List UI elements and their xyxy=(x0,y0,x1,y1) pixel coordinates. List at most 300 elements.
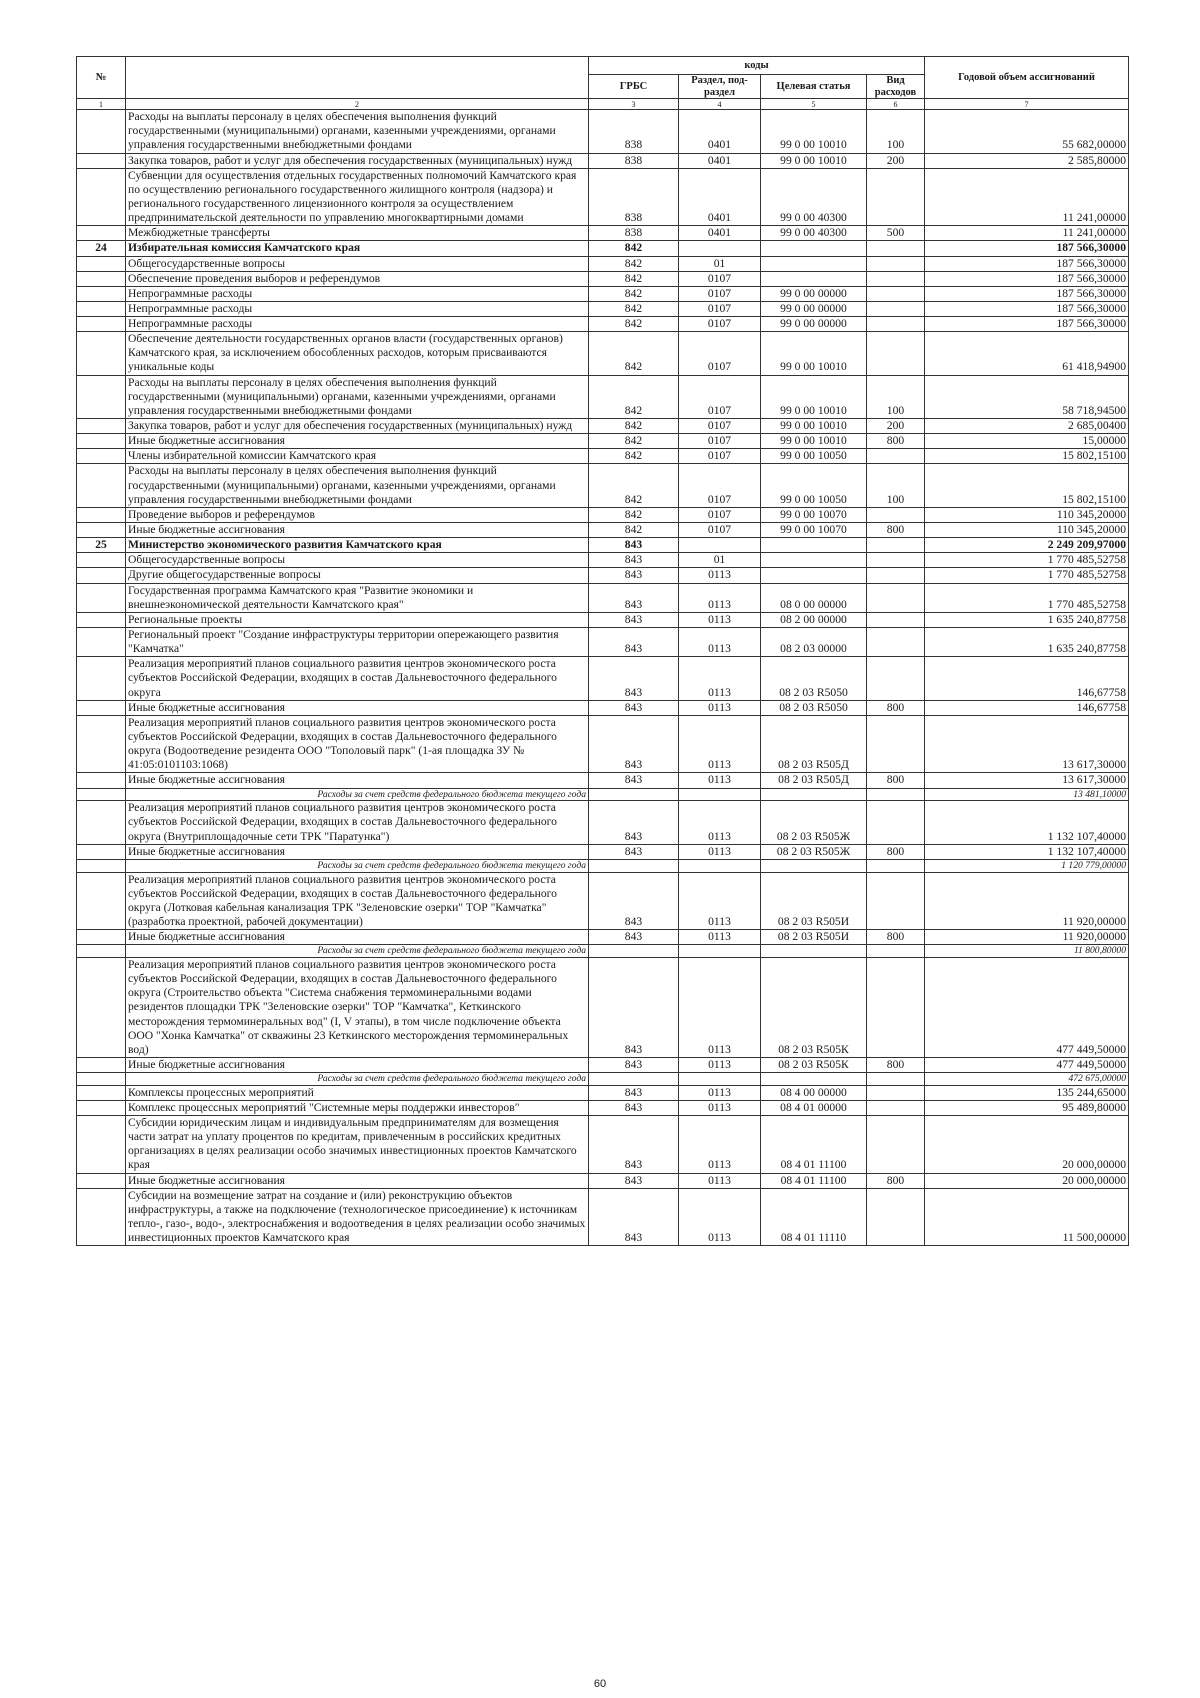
cell-section: 0107 xyxy=(679,507,761,522)
cell-section: 0113 xyxy=(679,568,761,583)
cell-number xyxy=(77,788,126,801)
cell-grbs: 842 xyxy=(589,286,679,301)
cell-number xyxy=(77,1100,126,1115)
cell-grbs: 843 xyxy=(589,801,679,844)
table-row xyxy=(77,568,1129,583)
cell-grbs: 843 xyxy=(589,538,679,553)
cell-section xyxy=(679,538,761,553)
cell-grbs: 843 xyxy=(589,872,679,930)
table-row xyxy=(77,419,1129,434)
cell-description: Расходы на выплаты персоналу в целях обеспечения выполнения функций государственными (муниципальными) органами, казенными учреждениями, органами управления государственными внебюджетными фондами xyxy=(126,375,589,418)
table-row xyxy=(77,153,1129,168)
table-row xyxy=(77,375,1129,418)
cell-target xyxy=(761,553,867,568)
cell-section: 0401 xyxy=(679,153,761,168)
cell-amount: 15,00000 xyxy=(925,434,1129,449)
cell-kind xyxy=(867,715,925,773)
cell-amount: 15 802,15100 xyxy=(925,464,1129,507)
cell-amount: 55 682,00000 xyxy=(925,110,1129,153)
cell-description: Иные бюджетные ассигнования xyxy=(126,434,589,449)
cell-grbs: 842 xyxy=(589,256,679,271)
cell-amount: 146,67758 xyxy=(925,657,1129,700)
cell-target: 08 2 03 R505К xyxy=(761,1057,867,1072)
cell-grbs: 843 xyxy=(589,553,679,568)
cell-section: 0113 xyxy=(679,628,761,657)
cell-target: 08 2 03 R505Ж xyxy=(761,844,867,859)
cell-kind: 800 xyxy=(867,523,925,538)
cell-target: 08 4 00 00000 xyxy=(761,1085,867,1100)
table-row xyxy=(77,449,1129,464)
cell-section: 0107 xyxy=(679,332,761,375)
cell-number xyxy=(77,110,126,153)
header-section: Раздел, под-раздел xyxy=(679,75,761,99)
cell-description: Комплекс процессных мероприятий "Системные меры поддержки инвесторов" xyxy=(126,1100,589,1115)
cell-section: 0113 xyxy=(679,872,761,930)
header-num: № xyxy=(77,57,126,99)
cell-target xyxy=(761,271,867,286)
cell-description: Реализация мероприятий планов социального развития центров экономического роста субъектов Российской Федерации, входящих в состав Дальневосточного федерального округа (Строительство объекта "Система снабжения термоминеральными водами резидентов площадки ТРК "Зеленовские озерки" ТОР "Камчатка", Кеткинского месторождения термоминеральных вод" (I, V этапы), в том числе подключение объекта ООО "Хонка Камчатка" от скважины 23 Кеткинского месторождения термоминеральных вод) xyxy=(126,957,589,1057)
cell-grbs: 843 xyxy=(589,700,679,715)
cell-kind xyxy=(867,449,925,464)
cell-kind xyxy=(867,271,925,286)
cell-kind: 800 xyxy=(867,1173,925,1188)
cell-section: 0113 xyxy=(679,801,761,844)
cell-grbs: 843 xyxy=(589,1188,679,1246)
cell-grbs xyxy=(589,1073,679,1086)
cell-description: Реализация мероприятий планов социального развития центров экономического роста субъектов Российской Федерации, входящих в состав Дальневосточного федерального округа (Лотковая кабельная канализация ТРК "Зеленовские озерки" ТОР "Камчатка" (разработка проектной, рабочей документации) xyxy=(126,872,589,930)
cell-kind xyxy=(867,957,925,1057)
cell-description: Государственная программа Камчатского края "Развитие экономики и внешнеэкономической деятельности Камчатского края" xyxy=(126,583,589,612)
cell-grbs: 838 xyxy=(589,153,679,168)
cell-number xyxy=(77,583,126,612)
cell-number xyxy=(77,844,126,859)
table-row xyxy=(77,523,1129,538)
table-row xyxy=(77,1188,1129,1246)
cell-number xyxy=(77,930,126,945)
cell-number xyxy=(77,872,126,930)
cell-number xyxy=(77,628,126,657)
cell-grbs xyxy=(589,945,679,958)
cell-kind xyxy=(867,168,925,226)
cell-description: Субсидии на возмещение затрат на создание и (или) реконструкцию объектов инфраструктуры, а также на подключение (технологическое присоединение) к источникам тепло-, газо-, водо-, электроснабжения и водоотведения в целях реализации особо значимых инвестиционных проектов Камчатского края xyxy=(126,1188,589,1246)
cell-section: 0107 xyxy=(679,286,761,301)
cell-grbs xyxy=(589,859,679,872)
cell-description: Непрограммные расходы xyxy=(126,301,589,316)
cell-target xyxy=(761,568,867,583)
cell-kind: 800 xyxy=(867,930,925,945)
cell-grbs: 842 xyxy=(589,317,679,332)
cell-kind xyxy=(867,945,925,958)
table-row xyxy=(77,844,1129,859)
cell-description: Непрограммные расходы xyxy=(126,286,589,301)
cell-number xyxy=(77,286,126,301)
table-row xyxy=(77,801,1129,844)
cell-description: Закупка товаров, работ и услуг для обеспечения государственных (муниципальных) нужд xyxy=(126,153,589,168)
cell-kind xyxy=(867,1085,925,1100)
header-description xyxy=(126,57,589,99)
cell-number xyxy=(77,226,126,241)
cell-number xyxy=(77,1173,126,1188)
cell-number xyxy=(77,317,126,332)
cell-description: Иные бюджетные ассигнования xyxy=(126,1173,589,1188)
cell-description: Общегосударственные вопросы xyxy=(126,256,589,271)
table-row xyxy=(77,773,1129,788)
cell-number xyxy=(77,700,126,715)
cell-description: Непрограммные расходы xyxy=(126,317,589,332)
table-row xyxy=(77,241,1129,256)
cell-grbs: 842 xyxy=(589,241,679,256)
cell-grbs: 843 xyxy=(589,773,679,788)
cell-description: Субсидии юридическим лицам и индивидуальным предпринимателям для возмещения части затрат на уплату процентов по кредитам, привлеченным в российских кредитных организациях в целях реализации особо значимых инвестиционных проектов Камчатского края xyxy=(126,1116,589,1174)
table-row xyxy=(77,657,1129,700)
budget-table xyxy=(76,56,1129,1246)
cell-amount: 1 770 485,52758 xyxy=(925,583,1129,612)
cell-section: 01 xyxy=(679,256,761,271)
cell-section: 0107 xyxy=(679,301,761,316)
cell-description: Общегосударственные вопросы xyxy=(126,553,589,568)
cell-amount: 13 617,30000 xyxy=(925,715,1129,773)
cell-description: Другие общегосударственные вопросы xyxy=(126,568,589,583)
cell-number xyxy=(77,523,126,538)
cell-target xyxy=(761,538,867,553)
cell-number xyxy=(77,434,126,449)
cell-number xyxy=(77,859,126,872)
cell-section: 0113 xyxy=(679,773,761,788)
table-row xyxy=(77,957,1129,1057)
table-row xyxy=(77,301,1129,316)
cell-kind xyxy=(867,859,925,872)
table-row xyxy=(77,930,1129,945)
cell-grbs: 842 xyxy=(589,332,679,375)
cell-section: 0113 xyxy=(679,1116,761,1174)
cell-description: Субвенции для осуществления отдельных государственных полномочий Камчатского края по осуществлению регионального государственного жилищного контроля (надзора) и регионального государственного лицензионного контроля за осуществлением предпринимательской деятельности по управлению многоквартирными домами xyxy=(126,168,589,226)
cell-number xyxy=(77,1116,126,1174)
cell-kind xyxy=(867,628,925,657)
table-row xyxy=(77,317,1129,332)
cell-amount: 477 449,50000 xyxy=(925,1057,1129,1072)
cell-section: 0113 xyxy=(679,957,761,1057)
cell-kind: 800 xyxy=(867,1057,925,1072)
cell-amount: 1 770 485,52758 xyxy=(925,568,1129,583)
cell-grbs: 842 xyxy=(589,301,679,316)
cell-target: 08 0 00 00000 xyxy=(761,583,867,612)
cell-section: 0113 xyxy=(679,657,761,700)
page-number: 60 xyxy=(593,1678,607,1690)
cell-amount: 187 566,30000 xyxy=(925,317,1129,332)
cell-number xyxy=(77,271,126,286)
cell-grbs: 838 xyxy=(589,110,679,153)
cell-number: 24 xyxy=(77,241,126,256)
cell-kind xyxy=(867,583,925,612)
header-codes: коды xyxy=(589,57,925,75)
cell-target: 08 2 03 R5050 xyxy=(761,657,867,700)
cell-section: 0113 xyxy=(679,844,761,859)
cell-kind xyxy=(867,1100,925,1115)
cell-grbs: 843 xyxy=(589,568,679,583)
cell-grbs: 842 xyxy=(589,434,679,449)
cell-description: Региональные проекты xyxy=(126,612,589,627)
cell-kind: 800 xyxy=(867,773,925,788)
cell-amount: 1 635 240,87758 xyxy=(925,612,1129,627)
table-row xyxy=(77,612,1129,627)
cell-number xyxy=(77,1073,126,1086)
cell-description: Члены избирательной комиссии Камчатского края xyxy=(126,449,589,464)
cell-section xyxy=(679,788,761,801)
cell-target: 08 2 00 00000 xyxy=(761,612,867,627)
cell-section: 0113 xyxy=(679,1188,761,1246)
cell-section: 0113 xyxy=(679,715,761,773)
cell-kind: 500 xyxy=(867,226,925,241)
cell-kind: 100 xyxy=(867,464,925,507)
cell-description: Реализация мероприятий планов социального развития центров экономического роста субъектов Российской Федерации, входящих в состав Дальневосточного федерального округа (Внутриплощадочные сети ТРК "Паратунка") xyxy=(126,801,589,844)
cell-kind: 800 xyxy=(867,700,925,715)
cell-section: 0107 xyxy=(679,434,761,449)
table-row xyxy=(77,434,1129,449)
cell-target: 08 2 03 R505Д xyxy=(761,773,867,788)
cell-section: 0113 xyxy=(679,930,761,945)
cell-grbs: 843 xyxy=(589,657,679,700)
table-row xyxy=(77,700,1129,715)
cell-kind xyxy=(867,553,925,568)
cell-section: 0113 xyxy=(679,583,761,612)
cell-kind xyxy=(867,788,925,801)
cell-amount: 187 566,30000 xyxy=(925,271,1129,286)
table-row xyxy=(77,715,1129,773)
table-header xyxy=(77,57,1129,110)
cell-kind xyxy=(867,657,925,700)
cell-kind xyxy=(867,1116,925,1174)
cell-kind: 200 xyxy=(867,419,925,434)
table-row xyxy=(77,872,1129,930)
cell-grbs: 843 xyxy=(589,1100,679,1115)
table-row xyxy=(77,110,1129,153)
cell-number xyxy=(77,1085,126,1100)
cell-amount: 1 132 107,40000 xyxy=(925,844,1129,859)
cell-amount: 58 718,94500 xyxy=(925,375,1129,418)
table-row xyxy=(77,168,1129,226)
cell-target: 08 2 03 00000 xyxy=(761,628,867,657)
cell-grbs: 842 xyxy=(589,464,679,507)
cell-amount: 110 345,20000 xyxy=(925,507,1129,522)
cell-amount: 11 920,00000 xyxy=(925,930,1129,945)
cell-target: 99 0 00 10050 xyxy=(761,464,867,507)
cell-number: 25 xyxy=(77,538,126,553)
cell-description: Расходы за счет средств федерального бюджета текущего года xyxy=(126,1073,589,1086)
table-row xyxy=(77,1116,1129,1174)
cell-kind xyxy=(867,507,925,522)
cell-amount: 1 132 107,40000 xyxy=(925,801,1129,844)
cell-grbs: 842 xyxy=(589,507,679,522)
cell-description: Реализация мероприятий планов социального развития центров экономического роста субъектов Российской Федерации, входящих в состав Дальневосточного федерального округа (Водоотведение резидента ООО "Тополовый парк" (1-ая площадка ЗУ № 41:05:0101103:1068) xyxy=(126,715,589,773)
cell-kind xyxy=(867,286,925,301)
cell-amount: 187 566,30000 xyxy=(925,256,1129,271)
cell-grbs: 843 xyxy=(589,628,679,657)
colnum: 3 xyxy=(589,99,679,110)
cell-kind: 100 xyxy=(867,375,925,418)
cell-amount: 1 770 485,52758 xyxy=(925,553,1129,568)
cell-target: 99 0 00 10010 xyxy=(761,153,867,168)
cell-description: Расходы на выплаты персоналу в целях обеспечения выполнения функций государственными (муниципальными) органами, казенными учреждениями, органами управления государственными внебюджетными фондами xyxy=(126,110,589,153)
table-row xyxy=(77,553,1129,568)
cell-target: 99 0 00 40300 xyxy=(761,168,867,226)
cell-target: 08 4 01 11110 xyxy=(761,1188,867,1246)
cell-section xyxy=(679,945,761,958)
colnum: 2 xyxy=(126,99,589,110)
cell-number xyxy=(77,375,126,418)
cell-description: Расходы за счет средств федерального бюджета текущего года xyxy=(126,945,589,958)
cell-amount: 135 244,65000 xyxy=(925,1085,1129,1100)
cell-kind: 800 xyxy=(867,434,925,449)
table-row xyxy=(77,1173,1129,1188)
cell-description: Региональный проект "Создание инфраструктуры территории опережающего развития "Камчатка" xyxy=(126,628,589,657)
cell-target: 99 0 00 10010 xyxy=(761,434,867,449)
table-row-federal-note xyxy=(77,945,1129,958)
cell-section: 0113 xyxy=(679,700,761,715)
cell-number xyxy=(77,464,126,507)
cell-section: 0113 xyxy=(679,1057,761,1072)
cell-kind xyxy=(867,256,925,271)
colnum: 1 xyxy=(77,99,126,110)
cell-number xyxy=(77,553,126,568)
cell-section: 0107 xyxy=(679,523,761,538)
cell-section xyxy=(679,1073,761,1086)
cell-target: 99 0 00 10010 xyxy=(761,332,867,375)
cell-description: Избирательная комиссия Камчатского края xyxy=(126,241,589,256)
cell-description: Проведение выборов и референдумов xyxy=(126,507,589,522)
table-row xyxy=(77,507,1129,522)
cell-description: Иные бюджетные ассигнования xyxy=(126,523,589,538)
cell-number xyxy=(77,301,126,316)
cell-grbs: 843 xyxy=(589,1173,679,1188)
cell-kind xyxy=(867,1188,925,1246)
cell-description: Иные бюджетные ассигнования xyxy=(126,773,589,788)
cell-grbs: 842 xyxy=(589,449,679,464)
cell-number xyxy=(77,153,126,168)
cell-target xyxy=(761,788,867,801)
cell-target: 99 0 00 10050 xyxy=(761,449,867,464)
cell-target: 08 2 03 R5050 xyxy=(761,700,867,715)
cell-number xyxy=(77,957,126,1057)
cell-grbs: 838 xyxy=(589,168,679,226)
cell-section: 0107 xyxy=(679,317,761,332)
cell-description: Иные бюджетные ассигнования xyxy=(126,930,589,945)
cell-number xyxy=(77,715,126,773)
cell-section: 0113 xyxy=(679,1085,761,1100)
cell-section: 0107 xyxy=(679,271,761,286)
table-row xyxy=(77,271,1129,286)
cell-description: Министерство экономического развития Камчатского края xyxy=(126,538,589,553)
table-row-federal-note xyxy=(77,859,1129,872)
cell-grbs: 843 xyxy=(589,715,679,773)
cell-number xyxy=(77,449,126,464)
cell-number xyxy=(77,773,126,788)
cell-amount: 20 000,00000 xyxy=(925,1116,1129,1174)
cell-number xyxy=(77,168,126,226)
cell-section: 0401 xyxy=(679,110,761,153)
cell-kind xyxy=(867,1073,925,1086)
cell-amount: 187 566,30000 xyxy=(925,286,1129,301)
cell-description: Реализация мероприятий планов социального развития центров экономического роста субъектов Российской Федерации, входящих в состав Дальневосточного федерального округа xyxy=(126,657,589,700)
cell-amount: 15 802,15100 xyxy=(925,449,1129,464)
cell-target xyxy=(761,1073,867,1086)
cell-grbs: 842 xyxy=(589,375,679,418)
cell-target: 99 0 00 40300 xyxy=(761,226,867,241)
cell-description: Иные бюджетные ассигнования xyxy=(126,700,589,715)
cell-section: 0107 xyxy=(679,449,761,464)
cell-target: 08 2 03 R505И xyxy=(761,872,867,930)
cell-description: Закупка товаров, работ и услуг для обеспечения государственных (муниципальных) нужд xyxy=(126,419,589,434)
cell-number xyxy=(77,332,126,375)
cell-target: 99 0 00 10010 xyxy=(761,375,867,418)
cell-kind xyxy=(867,872,925,930)
table-row xyxy=(77,256,1129,271)
cell-target: 08 4 01 11100 xyxy=(761,1116,867,1174)
cell-number xyxy=(77,507,126,522)
cell-grbs: 843 xyxy=(589,1085,679,1100)
cell-target: 08 4 01 11100 xyxy=(761,1173,867,1188)
cell-section: 0113 xyxy=(679,1100,761,1115)
cell-description: Расходы на выплаты персоналу в целях обеспечения выполнения функций государственными (муниципальными) органами, казенными учреждениями, органами управления государственными внебюджетными фондами xyxy=(126,464,589,507)
cell-section: 0401 xyxy=(679,168,761,226)
cell-description: Иные бюджетные ассигнования xyxy=(126,844,589,859)
cell-section: 0107 xyxy=(679,464,761,507)
colnum: 6 xyxy=(867,99,925,110)
cell-kind xyxy=(867,301,925,316)
table-row xyxy=(77,583,1129,612)
cell-grbs: 842 xyxy=(589,271,679,286)
cell-grbs: 843 xyxy=(589,1116,679,1174)
colnum: 5 xyxy=(761,99,867,110)
table-row-federal-note xyxy=(77,1073,1129,1086)
cell-target: 99 0 00 10070 xyxy=(761,523,867,538)
cell-number xyxy=(77,801,126,844)
cell-target xyxy=(761,241,867,256)
cell-target: 08 2 03 R505Д xyxy=(761,715,867,773)
cell-amount: 477 449,50000 xyxy=(925,957,1129,1057)
cell-section: 0113 xyxy=(679,612,761,627)
colnum: 4 xyxy=(679,99,761,110)
cell-description: Расходы за счет средств федерального бюджета текущего года xyxy=(126,788,589,801)
cell-grbs: 843 xyxy=(589,930,679,945)
table-row xyxy=(77,1085,1129,1100)
cell-section: 0113 xyxy=(679,1173,761,1188)
cell-target: 99 0 00 10010 xyxy=(761,110,867,153)
cell-description: Обеспечение проведения выборов и референдумов xyxy=(126,271,589,286)
table-row xyxy=(77,1057,1129,1072)
cell-grbs: 843 xyxy=(589,612,679,627)
header-grbs: ГРБС xyxy=(589,75,679,99)
cell-kind xyxy=(867,241,925,256)
table-row xyxy=(77,226,1129,241)
header-annual: Годовой объем ассигнований xyxy=(925,57,1129,99)
cell-amount: 2 249 209,97000 xyxy=(925,538,1129,553)
cell-grbs: 838 xyxy=(589,226,679,241)
table-row-federal-note xyxy=(77,788,1129,801)
cell-kind xyxy=(867,568,925,583)
table-row xyxy=(77,332,1129,375)
cell-number xyxy=(77,612,126,627)
cell-number xyxy=(77,1188,126,1246)
cell-amount: 61 418,94900 xyxy=(925,332,1129,375)
cell-amount: 11 241,00000 xyxy=(925,168,1129,226)
table-row xyxy=(77,286,1129,301)
table-row xyxy=(77,1100,1129,1115)
table-row xyxy=(77,538,1129,553)
cell-grbs: 842 xyxy=(589,419,679,434)
cell-grbs: 843 xyxy=(589,1057,679,1072)
header-target: Целевая статья xyxy=(761,75,867,99)
cell-amount: 1 635 240,87758 xyxy=(925,628,1129,657)
